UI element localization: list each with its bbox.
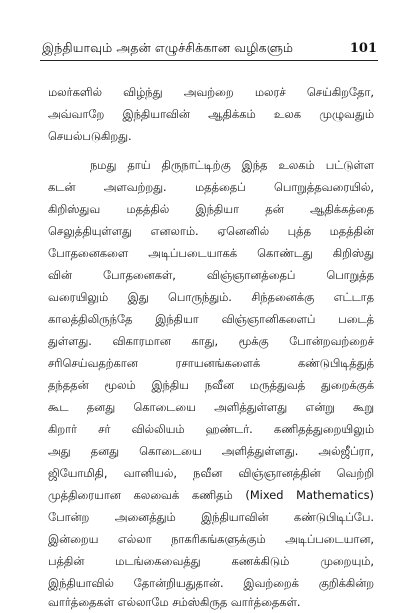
text-line: முத்திரையான கலவைக் கணிதம் (Mixed Mathematics) bbox=[48, 488, 374, 502]
running-title: இந்தியாவும் அதன் எழுச்சிக்கான வழிகளும் bbox=[42, 40, 294, 55]
text-line: செயல்படுகிறது. bbox=[48, 129, 132, 143]
text-line: செலுத்தியுள்ளது எனலாம். ஏனெனில் புத்த மதத்தின் bbox=[48, 224, 374, 238]
page-number: 101 bbox=[349, 41, 377, 56]
text-line: வார்த்தைகள் எல்லாமே சம்ஸ்கிருத வார்த்தைகள். bbox=[48, 595, 301, 609]
text-line: கிறிஸ்துவ மதத்தில் இந்தியா தன் ஆதிக்கத்தை bbox=[48, 202, 374, 216]
text-line: அது தனது கொடையை அளித்துள்ளது. அல்ஜீப்ரா, bbox=[48, 444, 374, 458]
text-line: ஜியோமிதி, வானியல், நவீன விஞ்ஞானத்தின் வெற்றி bbox=[48, 466, 374, 480]
page-header bbox=[42, 40, 377, 57]
text-line: நமது தாய் திருநாட்டிற்கு இந்த உலகம் பட்டுள்ள bbox=[90, 158, 374, 172]
header-rule bbox=[40, 60, 378, 61]
text-line: பத்தின் மடங்கைவைத்து கணக்கிடும் முறையும், bbox=[48, 554, 374, 568]
text-line: மலர்களில் விழ்ந்து அவற்றை மலரச் செய்கிறதோ, bbox=[48, 85, 374, 99]
text-line: கடன் அளவற்றது. மதத்தைப் பொறுத்தவரையில், bbox=[48, 180, 374, 194]
text-line: போன்ற அனைத்தும் இந்தியாவின் கண்டுபிடிப்பே. bbox=[48, 510, 374, 524]
text-line: இன்றைய எல்லா நாகரிகங்களுக்கும் அடிப்படையான, bbox=[48, 532, 374, 546]
text-line: சரிசெய்வதற்கான ரசாயனங்களைக் கண்டுபிடித்துத் bbox=[48, 356, 374, 370]
text-line: துள்ளது. விகாரமான காது, மூக்கு போன்றவற்றைச் bbox=[48, 334, 374, 348]
text-line: காலத்திலிருந்தே இந்தியா விஞ்ஞானிகளைப் படைத் bbox=[48, 312, 374, 326]
text-line: கூட தனது கொடையை அளித்துள்ளது என்று கூறு bbox=[48, 400, 374, 414]
text-line: கிறார் சர் வில்லியம் ஹண்டர். கணிதத்துறையிலும் bbox=[48, 422, 374, 436]
text-line: அவ்வாறே இந்தியாவின் ஆதிக்கம் உலக முழுவதும் bbox=[48, 107, 374, 121]
text-line: வரையிலும் இது பொருந்தும். சிந்தனைக்கு எட்டாத bbox=[48, 290, 374, 304]
text-line: வின் போதனைகள், விஞ்ஞானத்தைப் பொறுத்த bbox=[48, 268, 374, 282]
text-line: போதனைகளை அடிப்படையாகக் கொண்டது கிறிஸ்து bbox=[48, 246, 374, 260]
text-line: தந்ததன் மூலம் இந்திய நவீன மருத்துவத் துறைக்குக் bbox=[48, 378, 374, 392]
text-line: இந்தியாவில் தோன்றியதுதான். இவற்றைக் குறிக்கின்ற bbox=[48, 576, 374, 590]
